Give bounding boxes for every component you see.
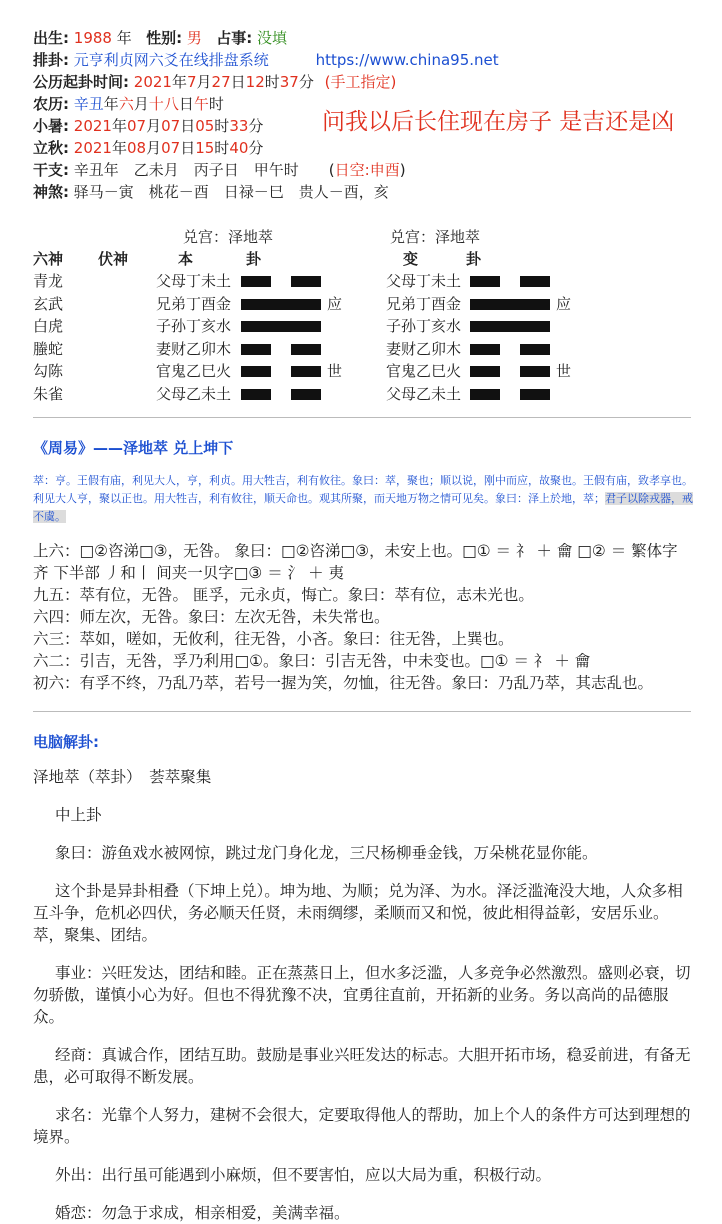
pan-url-link[interactable]: https://www.china95.net	[315, 51, 499, 69]
yang-line-icon	[241, 321, 321, 332]
lq-hour: 15	[195, 139, 215, 157]
row-bian-mark: 应	[556, 294, 572, 313]
jiegua-xiang: 象曰：游鱼戏水被网惊，跳过龙门身化龙，三尺杨柳垂金钱，万朵桃花显你能。	[55, 844, 598, 862]
ganzhi-text: 辛丑年 乙未月 丙子日 甲午时	[73, 161, 329, 179]
yao-line-3: 六四：师左次，无咎。象曰：左次无咎，未失常也。	[33, 608, 390, 626]
divider-1	[33, 417, 691, 418]
zhouyi-title: 《周易》——泽地萃 兑上坤下	[33, 439, 234, 457]
time-year-unit: 年	[171, 73, 187, 91]
ganzhi-void-label: 日空:	[334, 161, 370, 179]
row-bian: 兄弟丁酉金	[386, 294, 462, 313]
row-bian-mark: 世	[556, 362, 572, 380]
jiegua-title: 电脑解卦:	[33, 733, 99, 751]
yao-line-ben	[241, 315, 321, 337]
jiegua-fame: 求名：光靠个人努力，建树不会很大，定要取得他人的帮助，加上个人的条件方可达到理想的境界。	[33, 1106, 691, 1146]
lq-hour-unit: 时	[214, 139, 230, 157]
pan-line	[33, 49, 499, 71]
yao-line-ben	[241, 360, 321, 382]
yao-line-ben	[241, 338, 321, 360]
row-bian: 官鬼乙巳火	[386, 362, 462, 380]
xs-minute-unit: 分	[248, 117, 264, 135]
row-liushen: 朱雀	[33, 384, 64, 403]
xs-day-unit: 日	[180, 117, 196, 135]
gender-value: 男	[186, 29, 202, 47]
birth-label: 出生:	[33, 29, 69, 47]
lunar-year-unit: 年	[103, 95, 119, 113]
yin-line-icon	[241, 389, 321, 400]
yao-line-2: 九五：萃有位，无咎。 匪孚，元永贞，悔亡。象曰：萃有位，志未光也。	[33, 586, 534, 604]
lunar-line	[33, 93, 224, 115]
row-liushen: 玄武	[33, 294, 64, 313]
lunar-hour-unit: 时	[208, 95, 224, 113]
row-bian: 父母乙未土	[386, 384, 462, 403]
lq-minute: 40	[229, 139, 249, 157]
time-label: 公历起卦时间:	[33, 73, 129, 91]
row-liushen: 螣蛇	[33, 339, 64, 358]
yao-line-bian	[470, 270, 550, 292]
col-bian: 变	[403, 250, 419, 268]
yin-line-icon	[470, 366, 550, 377]
yao-line-bian	[470, 360, 550, 382]
pan-label: 排卦:	[33, 51, 69, 69]
lunar-day-unit: 日	[178, 95, 194, 113]
row-ben: 子孙丁亥水	[156, 317, 232, 335]
row-bian: 子孙丁亥水	[386, 317, 462, 335]
shensha-label: 神煞:	[33, 183, 69, 201]
lq-day-unit: 日	[180, 139, 196, 157]
pan-system-link[interactable]: 元亨利贞网六爻在线排盘系统	[73, 51, 269, 69]
jiegua-travel: 外出：出行虽可能遇到小麻烦，但不要害怕，应以大局为重，积极行动。	[55, 1166, 552, 1184]
row-ben: 父母乙未土	[156, 384, 232, 403]
yin-line-icon	[470, 389, 550, 400]
xs-minute: 33	[229, 117, 249, 135]
lunar-month-unit: 月	[133, 95, 149, 113]
yao-line-4: 六三：萃如，嗟如，无攸利，往无咎，小吝。象曰：往无咎，上巽也。	[33, 630, 514, 648]
time-minute: 37	[279, 73, 299, 91]
yang-line-icon	[470, 321, 550, 332]
birth-year-unit: 年	[116, 29, 132, 47]
col-fushen: 伏神	[98, 250, 129, 268]
lq-month: 08	[126, 139, 147, 157]
time-month-unit: 月	[196, 73, 212, 91]
matter-label: 占事:	[216, 29, 253, 47]
yao-lines	[33, 540, 693, 694]
time-day-unit: 日	[230, 73, 246, 91]
ganzhi-open: (	[328, 161, 335, 179]
xs-year: 2021	[73, 117, 112, 135]
lq-month-unit: 月	[146, 139, 162, 157]
zhouyi-highlight: 君子以除戎器，戒不虞。	[33, 492, 693, 523]
time-month: 7	[186, 73, 197, 91]
lunar-year: 辛丑	[73, 95, 104, 113]
ganzhi-close: )	[399, 161, 406, 179]
time-minute-unit: 分	[298, 73, 314, 91]
zhouyi-body: 萃：亨。王假有庙，利见大人，亨，利贞。用大牲吉，利有攸往。象曰：萃，聚也；顺以说，刚中而应，故聚也。王假有庙，致孝享也。利见大人亨，聚以正也。用大牲吉，利有攸往，顺天命也。观其所聚，而天地万物之情可见矣。象曰：泽上於地，萃；	[33, 474, 693, 505]
row-bian: 父母丁未土	[386, 272, 462, 290]
xs-month: 07	[126, 117, 147, 135]
row-ben-mark: 世	[327, 362, 343, 380]
lunar-label: 农历:	[33, 95, 69, 113]
row-ben: 兄弟丁酉金	[156, 294, 232, 313]
row-liushen: 白虎	[33, 317, 64, 335]
yao-line-bian	[470, 338, 550, 360]
yao-line-ben	[241, 383, 321, 405]
ganzhi-line	[33, 159, 406, 181]
lunar-hour: 午	[193, 95, 209, 113]
jiegua-love: 婚恋：勿急于求成，相亲相爱，美满幸福。	[55, 1204, 350, 1222]
yin-line-icon	[241, 276, 321, 287]
lq-year: 2021	[73, 139, 112, 157]
ganzhi-label: 干支:	[33, 161, 69, 179]
time-year: 2021	[133, 73, 172, 91]
row-ben-mark: 应	[327, 294, 343, 313]
yin-line-icon	[470, 276, 550, 287]
xiaoshu-label: 小暑:	[33, 117, 69, 135]
yin-line-icon	[241, 366, 321, 377]
yin-line-icon	[470, 344, 550, 355]
palace-right: 兑宫：泽地萃	[390, 228, 481, 246]
question-note: 问我以后长住现在房子 是吉还是凶	[322, 109, 675, 135]
birth-year: 1988	[73, 29, 112, 47]
zhouyi-text	[33, 472, 693, 526]
time-day: 27	[211, 73, 231, 91]
row-bian: 妻财乙卯木	[386, 339, 462, 358]
lunar-day: 十八	[148, 95, 179, 113]
xs-day: 07	[161, 117, 181, 135]
lunar-month: 六	[118, 95, 134, 113]
gender-label: 性别:	[146, 29, 183, 47]
time-hour: 12	[245, 73, 265, 91]
yao-line-bian	[470, 315, 550, 337]
row-liushen: 青龙	[33, 272, 64, 290]
yao-line-bian	[470, 293, 550, 315]
yao-line-ben	[241, 293, 321, 315]
row-ben: 官鬼乙巳火	[156, 362, 232, 380]
xiaoshu-line	[33, 115, 263, 137]
jiegua-level: 中上卦	[55, 806, 102, 824]
palace-left: 兑宫：泽地萃	[183, 228, 274, 246]
lq-minute-unit: 分	[248, 139, 264, 157]
xs-hour-unit: 时	[214, 117, 230, 135]
birth-line	[33, 27, 287, 49]
jiegua-desc: 这个卦是异卦相叠（下坤上兑）。坤为地、为顺；兑为泽、为水。泽泛滥淹没大地，人众多相互斗争，危机必四伏，务必顺天任贤，未雨绸缪，柔顺而又和悦，彼此相得益彰，安居乐业。萃，聚集、团结。	[33, 882, 683, 944]
col-liushen: 六神	[33, 250, 64, 268]
time-hour-unit: 时	[264, 73, 280, 91]
shensha-line	[33, 181, 389, 203]
time-line	[33, 71, 396, 93]
matter-value: 没填	[256, 29, 287, 47]
lq-year-unit: 年	[111, 139, 127, 157]
jiegua-business: 经商：真诚合作，团结互助。鼓励是事业兴旺发达的标志。大胆开拓市场，稳妥前进，有备无患，必可取得不断发展。	[33, 1046, 691, 1086]
jiegua-career: 事业：兴旺发达，团结和睦。正在蒸蒸日上，但水多泛滥，人多竞争必然激烈。盛则必衰，切勿骄傲，谨慎小心为好。但也不得犹豫不决，宜勇往直前，开拓新的业务。务以高尚的品德服众。	[33, 964, 691, 1026]
row-ben: 父母丁未土	[156, 272, 232, 290]
liqiu-label: 立秋:	[33, 139, 69, 157]
col-ben: 本	[178, 250, 194, 268]
shensha-text: 驿马－寅 桃花－酉 日禄－巳 贵人－酉，亥	[73, 183, 389, 201]
yang-line-icon	[241, 299, 321, 310]
col-gua-2: 卦	[466, 250, 482, 268]
yang-line-icon	[470, 299, 550, 310]
yin-line-icon	[241, 344, 321, 355]
xs-month-unit: 月	[146, 117, 162, 135]
lq-day: 07	[161, 139, 181, 157]
yao-line-ben	[241, 270, 321, 292]
divider-2	[33, 711, 691, 712]
liqiu-line	[33, 137, 263, 159]
yao-line-6: 初六：有孚不终，乃乱乃萃，若号一握为笑，勿恤，往无咎。象曰：乃乱乃萃，其志乱也。	[33, 674, 654, 692]
yao-line-bian	[470, 383, 550, 405]
ganzhi-void: 申酉	[369, 161, 400, 179]
xs-hour: 05	[195, 117, 215, 135]
row-liushen: 勾陈	[33, 362, 64, 380]
row-ben: 妻财乙卯木	[156, 339, 232, 358]
yao-line-5: 六二：引吉，无咎，孚乃利用□①。象曰：引吉无咎，中未变也。□① ＝ 礻 ＋ 龠	[33, 652, 591, 670]
yao-line-1: 上六：□②咨涕□③，无咎。 象曰：□②咨涕□③，未安上也。□① ＝ 礻 ＋ 龠 □② ＝ 繁体字 齐 下半部 丿和丨 间夹一贝字□③ ＝ 氵 ＋ 夷	[33, 542, 678, 582]
time-note: (手工指定)	[324, 73, 397, 91]
xs-year-unit: 年	[111, 117, 127, 135]
jiegua-name: 泽地萃（萃卦） 荟萃聚集	[33, 768, 212, 786]
col-gua: 卦	[246, 250, 262, 268]
